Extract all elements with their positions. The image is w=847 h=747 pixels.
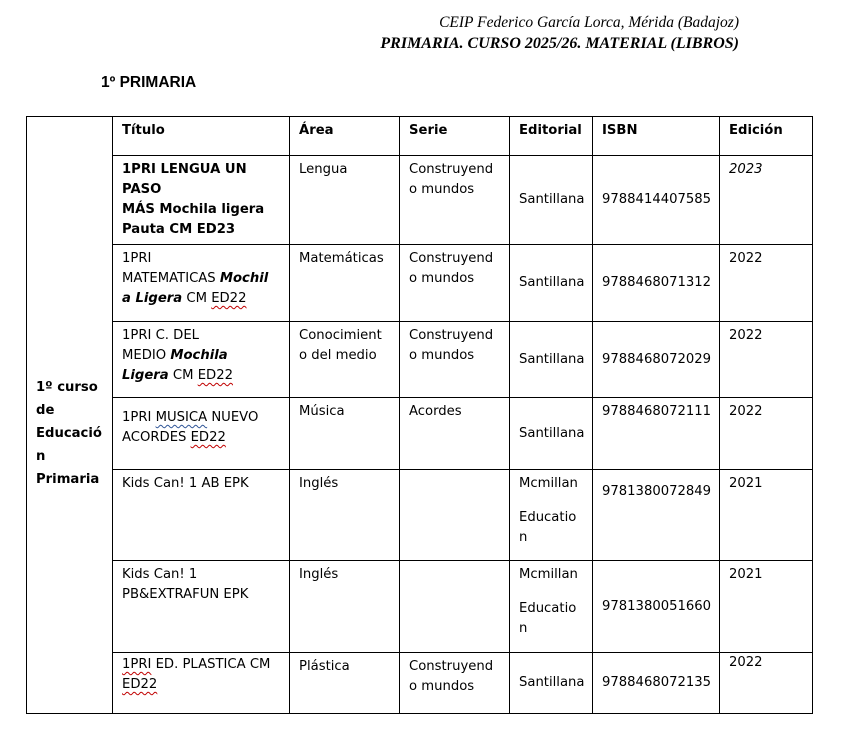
group-label-line: n (36, 448, 46, 464)
title-cell: 1PRI ED. PLASTICA CM ED22 (113, 653, 290, 714)
title-cell: Kids Can! 1 AB EPK (113, 470, 290, 561)
edicion-cell: 2022 (720, 322, 813, 398)
area-cell: Música (290, 398, 400, 470)
isbn-cell: 9781380051660 (593, 561, 720, 653)
table-row (27, 470, 813, 561)
isbn-cell: 9781380072849 (593, 470, 720, 561)
column-header-edicion: Edición (720, 117, 813, 156)
title-cell: Kids Can! 1 PB&EXTRAFUN EPK (113, 561, 290, 653)
serie-cell: Construyend o mundos (400, 322, 510, 398)
serie-cell: Construyend o mundos (400, 156, 510, 245)
editorial-cell: Santillana (510, 398, 593, 470)
serie-cell: Construyend o mundos (400, 653, 510, 714)
group-label-line: Educació (36, 425, 102, 441)
isbn-cell: 9788468072029 (593, 322, 720, 398)
edicion-cell: 2022 (720, 245, 813, 322)
grade-group-cell (27, 117, 113, 714)
isbn-cell: 9788468072135 (593, 653, 720, 714)
editorial-cell: Mcmillan Educatio n (510, 561, 593, 653)
title-cell: 1PRI MATEMATICAS Mochil a Ligera CM ED22 (113, 245, 290, 322)
area-cell: Inglés (290, 561, 400, 653)
table-row (27, 653, 813, 714)
table-header-row (27, 117, 813, 156)
column-header-area: Área (290, 117, 400, 156)
area-cell: Matemáticas (290, 245, 400, 322)
school-name: CEIP Federico García Lorca, Mérida (Badajoz) (439, 14, 739, 31)
books-table (26, 116, 813, 714)
area-cell: Plástica (290, 653, 400, 714)
group-label-line: Primaria (36, 471, 100, 487)
title-cell: 1PRI MUSICA NUEVO ACORDES ED22 (113, 398, 290, 470)
group-label-line: 1º curso (36, 379, 98, 395)
table-row (27, 156, 813, 245)
table-row (27, 322, 813, 398)
course-title: PRIMARIA. CURSO 2025/26. MATERIAL (LIBROS) (380, 35, 739, 52)
table-row (27, 561, 813, 653)
table-row (27, 245, 813, 322)
area-cell: Lengua (290, 156, 400, 245)
edicion-cell: 2021 (720, 561, 813, 653)
editorial-cell: Santillana (510, 322, 593, 398)
isbn-cell: 9788414407585 (593, 156, 720, 245)
area-cell: Conocimient o del medio (290, 322, 400, 398)
isbn-cell: 9788468072111 (593, 398, 720, 470)
editorial-cell: Santillana (510, 156, 593, 245)
title-cell: 1PRI LENGUA UN PASO MÁS Mochila ligera Pauta CM ED23 (113, 156, 290, 245)
column-header-titulo: Título (113, 117, 290, 156)
group-label-line: de (36, 402, 55, 418)
column-header-serie: Serie (400, 117, 510, 156)
serie-cell: Acordes (400, 398, 510, 470)
edicion-cell: 2022 (720, 398, 813, 470)
edicion-cell: 2023 (720, 156, 813, 245)
edicion-cell: 2021 (720, 470, 813, 561)
isbn-cell: 9788468071312 (593, 245, 720, 322)
title-cell: 1PRI C. DEL MEDIO Mochila Ligera CM ED22 (113, 322, 290, 398)
column-header-editorial: Editorial (510, 117, 593, 156)
serie-cell (400, 470, 510, 561)
serie-cell (400, 561, 510, 653)
editorial-cell: Santillana (510, 245, 593, 322)
column-header-isbn: ISBN (593, 117, 720, 156)
edicion-cell: 2022 (720, 653, 813, 714)
serie-cell: Construyend o mundos (400, 245, 510, 322)
grade-heading: 1º PRIMARIA (101, 74, 197, 91)
editorial-cell: Santillana (510, 653, 593, 714)
table-row (27, 398, 813, 470)
area-cell: Inglés (290, 470, 400, 561)
editorial-cell: Mcmillan Educatio n (510, 470, 593, 561)
